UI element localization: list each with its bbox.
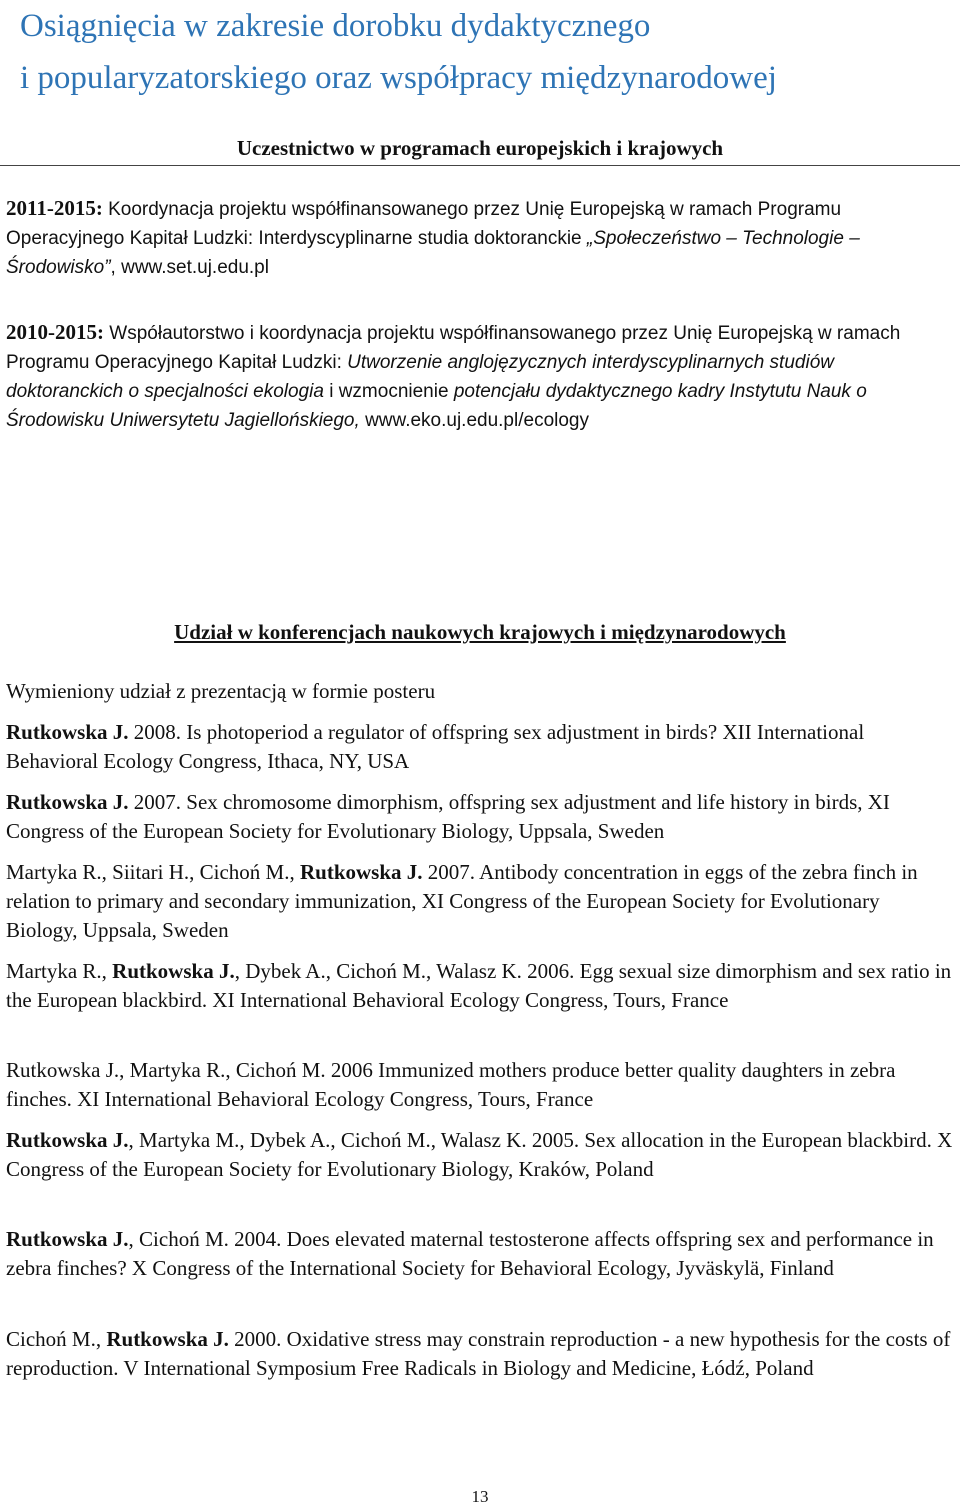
entry-authors: Martyka R., Siitari H., Cichoń M., <box>6 860 300 884</box>
project-text: i wzmocnienie <box>323 381 454 402</box>
page-title-line2: i popularyzatorskiego oraz współpracy międzynarodowej <box>20 60 777 96</box>
project-url: , www.set.uj.edu.pl <box>110 257 269 278</box>
entry-author-highlight: Rutkowska J. <box>106 1327 229 1351</box>
entry-details: 2007. Antibody concentration in eggs of the zebra finch in relation to primary and secondary immunization, XI Congress of the European Society for Evolutionary Biology, Uppsala, Sweden <box>6 860 918 942</box>
entry-author-highlight: Rutkowska J. <box>6 1128 129 1152</box>
entry-details: , Dybek A., Cichoń M., Walasz K. 2006. Egg sexual size dimorphism and sex ratio in the European blackbird. XI International Behavioral Ecology Congress, Tours, France <box>6 959 952 1012</box>
project-url: www.eko.uj.edu.pl/ecology <box>359 410 589 431</box>
project-entry-ecology <box>6 318 954 435</box>
project-entry-set <box>6 194 954 282</box>
entry-author-highlight: Rutkowska J. <box>6 790 129 814</box>
project-text: Koordynacja projektu współfinansowanego przez Unię Europejską w ramach Programu Operacyjnego Kapitał Ludzki: Interdyscyplinarne studia doktoranckie <box>6 199 842 249</box>
section-heading-conferences: Udział w konferencjach naukowych krajowych i międzynarodowych <box>174 620 786 644</box>
entry-details: 2000. Oxidative stress may constrain reproduction - a new hypothesis for the costs of reproduction. V International Symposium Free Radicals in Biology and Medicine, Łódź, Poland <box>6 1327 951 1380</box>
entry-authors: Martyka R., <box>6 959 113 983</box>
project-years: 2010-2015: <box>6 320 104 344</box>
entry-author-highlight: Rutkowska J. <box>112 959 235 983</box>
section-heading-programs: Uczestnictwo w programach europejskich i krajowych <box>236 136 724 160</box>
section-divider <box>0 165 960 166</box>
project-text: Współautorstwo i koordynacja projektu współfinansowanego przez Unię Europejską w ramach Programu Operacyjnego Kapitał Ludzki: <box>6 323 901 373</box>
project-title: Utworzenie anglojęzycznych interdyscyplinarnych studiów doktoranckich o specjalności ekologia <box>6 352 834 402</box>
conference-entry <box>6 718 954 776</box>
entry-authors: Cichoń M., <box>6 1327 107 1351</box>
entry-author-highlight: Rutkowska J. <box>6 720 129 744</box>
page-number: 13 <box>471 1487 489 1506</box>
conference-entry <box>6 1325 954 1383</box>
entry-details: , Martyka M., Dybek A., Cichoń M., Walasz K. 2005. Sex allocation in the European blackbird. X Congress of the European Society for Evolutionary Biology, Kraków, Poland <box>6 1128 953 1181</box>
entry-authors: Rutkowska J., Martyka R., Cichoń M. 2006 Immunized mothers produce better quality daughters in zebra finches. XI International Behavioral Ecology Congress, Tours, France <box>6 1058 896 1111</box>
conference-entry <box>6 1126 954 1184</box>
project-years: 2011-2015: <box>6 196 103 220</box>
entry-details: 2007. Sex chromosome dimorphism, offspring sex adjustment and life history in birds, XI Congress of the European Society for Evolutionary Biology, Uppsala, Sweden <box>6 790 890 843</box>
project-title: potencjału dydaktycznego kadry Instytutu Nauk o Środowisku Uniwersytetu Jagiellońskiego, <box>6 381 867 431</box>
entry-author-highlight: Rutkowska J. <box>299 860 423 884</box>
conference-entry <box>6 957 954 1015</box>
conference-intro: Wymieniony udział z prezentacją w formie posteru <box>6 679 436 703</box>
conference-entry <box>6 1056 954 1114</box>
conference-entry <box>6 1225 954 1283</box>
entry-author-highlight: Rutkowska J. <box>6 1227 129 1251</box>
page-title <box>20 0 950 104</box>
project-title: „Społeczeństwo – Technologie – Środowisko” <box>6 228 860 278</box>
conference-entry <box>6 858 954 945</box>
conference-entry <box>6 788 954 846</box>
page-title-line1: Osiągnięcia w zakresie dorobku dydaktycznego <box>20 8 651 44</box>
entry-details: , Cichoń M. 2004. Does elevated maternal testosterone affects offspring sex and performance in zebra finches? X Congress of the International Society for Behavioral Ecology, Jyväskylä, Finland <box>6 1227 934 1280</box>
entry-details: 2008. Is photoperiod a regulator of offspring sex adjustment in birds? XII International Behavioral Ecology Congress, Ithaca, NY, USA <box>6 720 865 773</box>
